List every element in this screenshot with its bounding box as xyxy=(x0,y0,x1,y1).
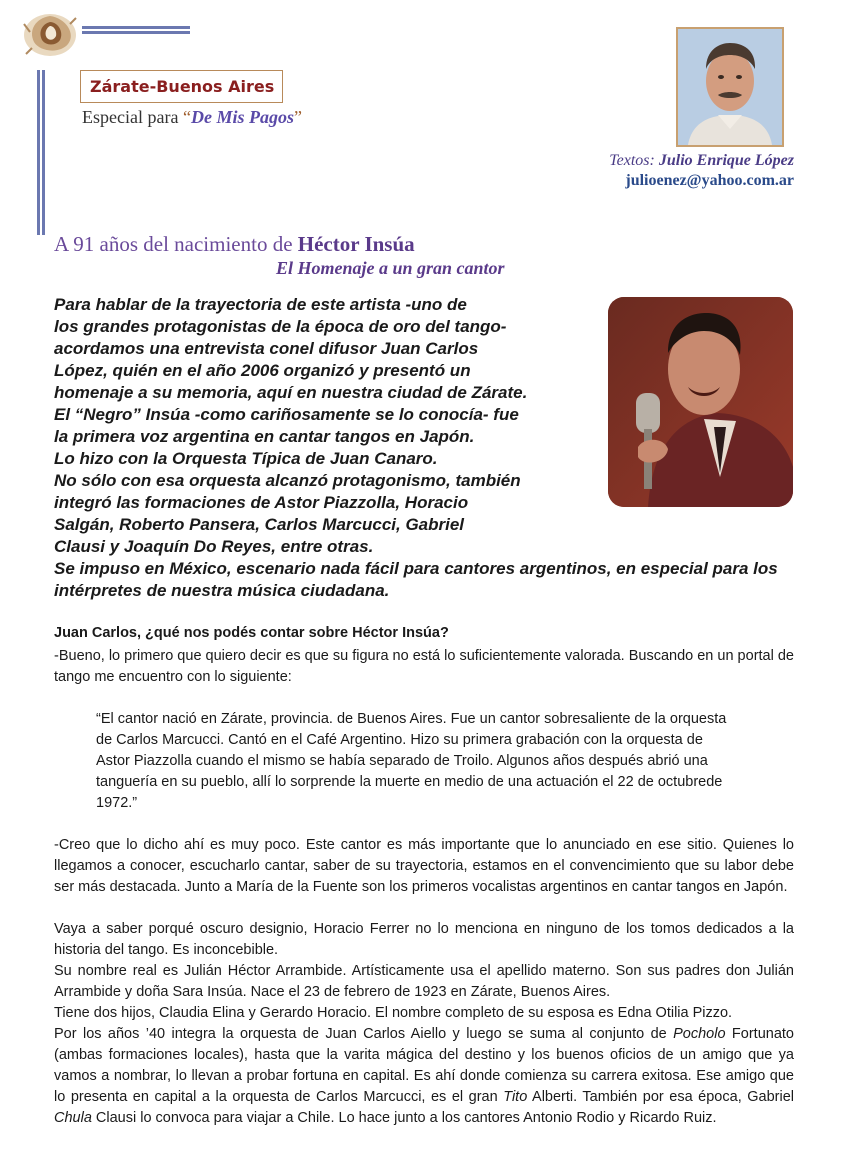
intro-line: Para hablar de la trayectoria de este artista -uno de xyxy=(54,295,467,314)
paragraph-nombre: Su nombre real es Julián Héctor Arrambide. Artísticamente usa el apellido materno. Son sus padres don Julián Arrambide y doña Sara Insúa. Nace el 23 de febrero de 1923 en Zárate, Buenos Aires. xyxy=(54,963,794,1000)
singer-photo xyxy=(608,297,793,507)
author-photo xyxy=(676,27,784,147)
interview-question: Juan Carlos, ¿qué nos podés contar sobre Héctor Insúa? xyxy=(54,625,449,641)
header-rule-bottom xyxy=(82,31,190,34)
especial-prefix: Especial para xyxy=(82,107,183,127)
open-quote: “ xyxy=(182,107,191,127)
anos-text-1: Por los años ’40 integra la orquesta de Juan Carlos Aiello y luego se suma al conjunto de xyxy=(54,1026,674,1042)
intro-line: Salgán, Roberto Pansera, Carlos Marcucci, Gabriel xyxy=(54,515,465,534)
intro-line: No sólo con esa orquesta alcanzó protagonismo, también xyxy=(54,471,521,490)
paragraph-vaya: Vaya a saber porqué oscuro designio, Horacio Ferrer no lo menciona en ninguno de los tomos dedicados a la historia del tango. Es inconcebible. xyxy=(54,921,794,958)
anos-chula: Chula xyxy=(54,1110,92,1126)
paragraph-creo: -Creo que lo dicho ahí es muy poco. Este cantor es más importante que lo anunciado en ese sitio. Quienes lo llegamos a conocer, escucharlo cantar, saber de su trayectoria, estamos en el convencimiento que su labor debe ser más destacada. Junto a María de la Fuente son los primeros vocalistas argentinos en cantar tangos en Japón. xyxy=(54,837,794,895)
location-tag: Zárate-Buenos Aires xyxy=(80,70,283,103)
credits xyxy=(609,151,794,191)
credits-email[interactable]: julioenez@yahoo.com.ar xyxy=(625,172,794,189)
quoted-excerpt: “El cantor nació en Zárate, provincia. de Buenos Aires. Fue un cantor sobresaliente de la orquesta de Carlos Marcucci. Cantó en el Café Argentino. Hizo su primera grabación con la orquesta de Astor Piazzolla cuando el mismo se había separado de Troilo. Algunos años después abrió una tanguería en su pueblo, allí lo sorprende la muerte en medio de una actuación el 22 de octubrede 1972.” xyxy=(96,711,727,811)
paragraph-anos xyxy=(54,1024,794,1129)
intro-line: los grandes protagonistas de la época de oro del tango- xyxy=(54,317,507,336)
article-subheadline: El Homenaje a un gran cantor xyxy=(276,258,505,278)
flower-logo-icon xyxy=(22,10,78,58)
headline-prefix: A 91 años del nacimiento de xyxy=(54,232,298,256)
anos-pocholo: Pocholo xyxy=(673,1026,726,1042)
side-rule-left xyxy=(37,70,40,235)
anos-text-2: Fortunato (ambas formaciones locales), hasta que la varita mágica del destino y los buenos oficios de un amigo que ya vamos a nombrar, lo llevan a probar fortuna en capital. Es ahí donde comienza su carrera exitosa. Ese amigo que lo presenta en capital a la orquesta de Carlos Marcucci, es el gran xyxy=(54,1026,795,1105)
intro-block xyxy=(54,294,594,558)
paragraph-hijos: Tiene dos hijos, Claudia Elina y Gerardo Horacio. El nombre completo de su esposa es Edna Otilia Pizzo. xyxy=(54,1005,733,1021)
close-quote: ” xyxy=(293,107,302,127)
intro-line: la primera voz argentina en cantar tangos en Japón. xyxy=(54,427,475,446)
anos-tito: Tito xyxy=(503,1089,528,1105)
credits-author-line xyxy=(609,151,794,171)
intro-line: Clausi y Joaquín Do Reyes, entre otras. xyxy=(54,537,374,556)
anos-text-4: Clausi lo convoca para viajar a Chile. Lo hace junto a los cantores Antonio Rodio y Ricardo Ruiz. xyxy=(91,1110,717,1126)
intro-line: López, quién en el año 2006 organizó y presentó un xyxy=(54,361,471,380)
intro-line: Lo hizo con la Orquesta Típica de Juan Canaro. xyxy=(54,449,438,468)
anos-text-3: Alberti. También por esa época, Gabriel xyxy=(527,1089,794,1105)
intro-line: acordamos una entrevista conel difusor Juan Carlos xyxy=(54,339,479,358)
answer-paragraph: -Bueno, lo primero que quiero decir es que su figura no está lo suficientemente valorada. Buscando en un portal de tango me encuentro con lo siguiente: xyxy=(54,648,794,685)
headline-name: Héctor Insúa xyxy=(297,232,415,256)
credits-label: Textos: xyxy=(609,152,659,169)
intro-line: El “Negro” Insúa -como cariñosamente se lo conocía- fue xyxy=(54,405,519,424)
intro-tail: Se impuso en México, escenario nada fácil para cantores argentinos, en especial para los intérpretes de nuestra música ciudadana. xyxy=(54,559,778,600)
article-headline xyxy=(54,232,415,257)
credits-name: Julio Enrique López xyxy=(658,152,794,169)
header-rule-top xyxy=(82,26,190,29)
especial-line xyxy=(82,107,302,128)
publication-title: De Mis Pagos xyxy=(190,107,294,127)
intro-line: integró las formaciones de Astor Piazzolla, Horacio xyxy=(54,493,469,512)
side-rule-right xyxy=(42,70,45,235)
intro-line: homenaje a su memoria, aquí en nuestra ciudad de Zárate. xyxy=(54,383,528,402)
